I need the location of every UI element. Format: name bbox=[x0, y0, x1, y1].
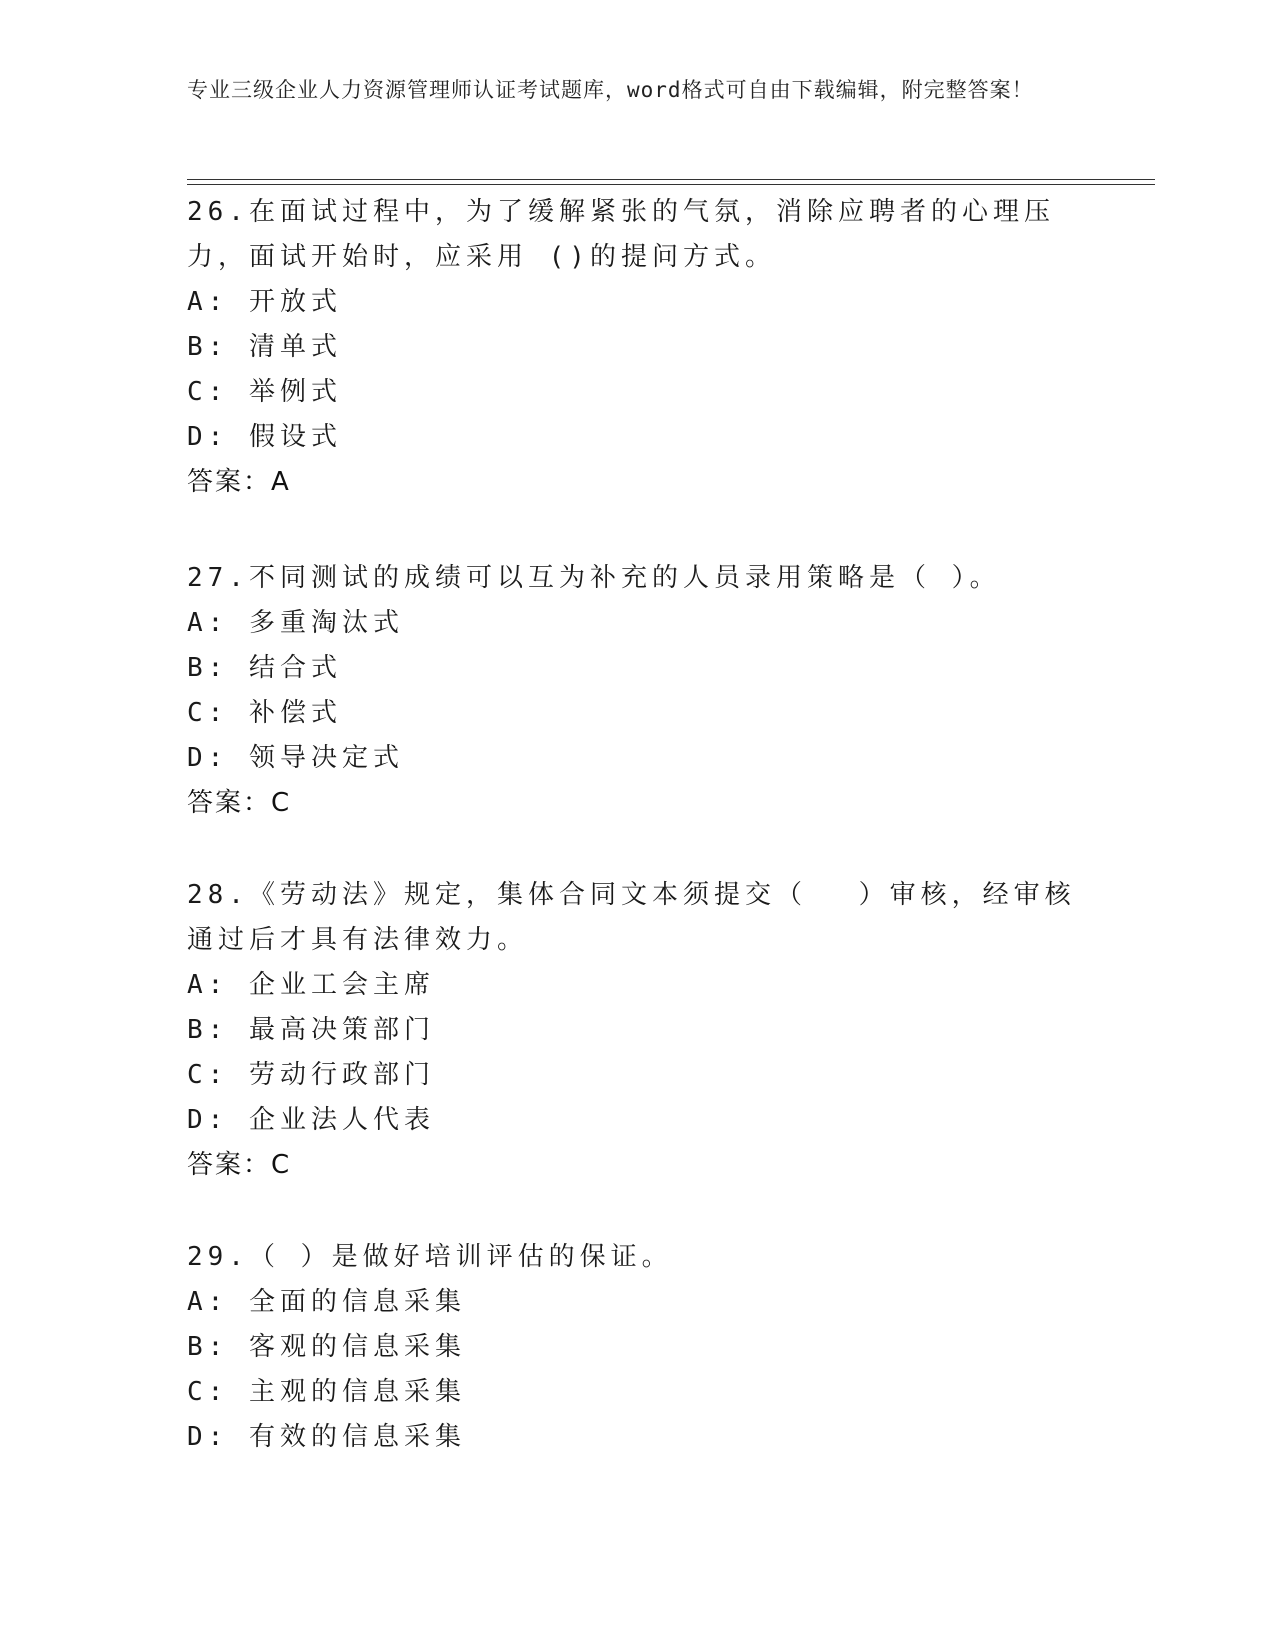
option-a: A: 全面的信息采集 bbox=[187, 1287, 466, 1317]
header-divider-top bbox=[187, 179, 1155, 180]
answer: 答案：C bbox=[187, 1150, 292, 1180]
question-26 bbox=[187, 190, 1087, 505]
option-b: B: 最高决策部门 bbox=[187, 1015, 435, 1045]
document-header: 专业三级企业人力资源管理师认证考试题库，word格式可自由下载编辑，附完整答案！ bbox=[187, 78, 1034, 102]
option-c: C: 主观的信息采集 bbox=[187, 1377, 466, 1407]
question-29 bbox=[187, 1235, 1087, 1460]
question-27 bbox=[187, 556, 1087, 826]
answer: 答案：C bbox=[187, 788, 292, 818]
option-c: C: 补偿式 bbox=[187, 698, 342, 728]
option-d: D: 领导决定式 bbox=[187, 743, 404, 773]
question-28 bbox=[187, 873, 1087, 1188]
option-c: C: 劳动行政部门 bbox=[187, 1060, 435, 1090]
question-stem: 28.《劳动法》规定，集体合同文本须提交（ ）审核，经审核通过后才具有法律效力。 bbox=[187, 880, 1076, 955]
option-d: D: 假设式 bbox=[187, 422, 342, 452]
option-a: A: 多重淘汰式 bbox=[187, 608, 404, 638]
question-stem: 29.（ ）是做好培训评估的保证。 bbox=[187, 1242, 673, 1272]
question-stem: 26.在面试过程中，为了缓解紧张的气氛，消除应聘者的心理压力，面试开始时，应采用 ()的提问方式。 bbox=[187, 197, 1055, 272]
option-d: D: 企业法人代表 bbox=[187, 1105, 435, 1135]
question-stem: 27.不同测试的成绩可以互为补充的人员录用策略是（ ）。 bbox=[187, 563, 1001, 593]
option-d: D: 有效的信息采集 bbox=[187, 1422, 466, 1452]
option-b: B: 客观的信息采集 bbox=[187, 1332, 466, 1362]
option-a: A: 开放式 bbox=[187, 287, 342, 317]
option-b: B: 结合式 bbox=[187, 653, 342, 683]
answer: 答案：A bbox=[187, 467, 291, 497]
option-b: B: 清单式 bbox=[187, 332, 342, 362]
option-c: C: 举例式 bbox=[187, 377, 342, 407]
header-divider-bottom bbox=[187, 184, 1155, 185]
option-a: A: 企业工会主席 bbox=[187, 970, 435, 1000]
